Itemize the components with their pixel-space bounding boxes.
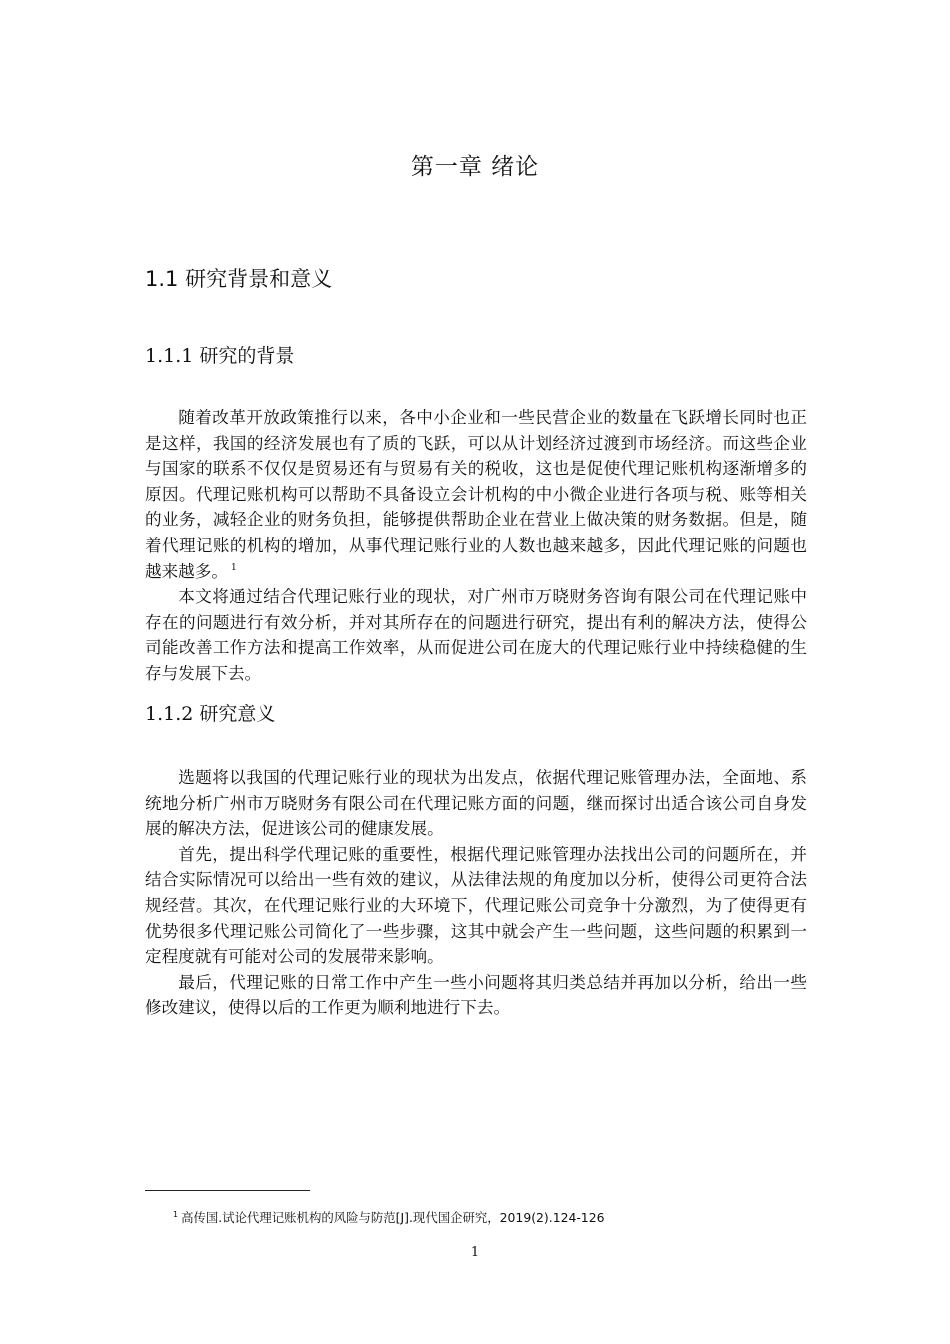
subsection-heading-1-1-2 — [145, 700, 275, 728]
subsection-title: 研究的背景 — [199, 345, 295, 367]
paragraph: 本文将通过结合代理记账行业的现状，对广州市万晓财务咨询有限公司在代理记账中存在的问题进行有效分析，并对其所存在的问题进行研究，提出有利的解决方法，使得公司能改善工作方法和提高工作效率，从而促进公司在庞大的代理记账行业中持续稳健的生存与发展下去。 — [145, 587, 807, 683]
significance-body — [145, 765, 807, 1021]
subsection-heading-1-1-1 — [145, 342, 294, 370]
page-number: 1 — [470, 1245, 480, 1260]
background-body — [145, 405, 807, 687]
paragraph: 选题将以我国的代理记账行业的现状为出发点，依据代理记账管理办法，全面地、系统地分析广州市万晓财务有限公司在代理记账方面的问题，继而探讨出适合该公司自身发展的解决方法，促进该公司的健康发展。 — [145, 768, 807, 839]
section-heading-1-1: 1.1 研究背景和意义 — [145, 267, 333, 291]
paragraph: 最后，代理记账的日常工作中产生一些小问题将其归类总结并再加以分析，给出一些修改建议，使得以后的工作更为顺利地进行下去。 — [145, 972, 807, 1018]
subsection-number: 1.1.2 — [145, 703, 194, 725]
footnote-reference: 1 — [230, 563, 237, 574]
subsection-number: 1.1.1 — [145, 345, 194, 367]
footnote — [173, 1208, 604, 1228]
footnote-mark: 1 — [173, 1209, 179, 1219]
footnote-separator — [145, 1190, 310, 1191]
paragraph-text: 随着改革开放政策推行以来，各中小企业和一些民营企业的数量在飞跃增长同时也正是这样，我国的经济发展也有了质的飞跃，可以从计划经济过渡到市场经济。而这些企业与国家的联系不仅仅是贸易还有与贸易有关的税收，这也是促使代理记账机构逐渐增多的原因。代理记账机构可以帮助不具备设立会计机构的中小微企业进行各项与税、账等相关的业务，减轻企业的财务负担，能够提供帮助企业在营业上做决策的财务数据。但是，随着代理记账的机构的增加，从事代理记账行业的人数也越来越多，因此代理记账的问题也越来越多。 — [145, 408, 807, 581]
paragraph — [145, 405, 807, 584]
paragraph: 首先，提出科学代理记账的重要性，根据代理记账管理办法找出公司的问题所在，并结合实际情况可以给出一些有效的建议，从法律法规的角度加以分析，使得公司更符合法规经营。其次，在代理记账行业的大环境下，代理记账公司竞争十分激烈，为了使得更有优势很多代理记账公司简化了一些步骤，这其中就会产生一些问题，这些问题的积累到一定程度就有可能对公司的发展带来影响。 — [145, 844, 807, 967]
chapter-title: 第一章 绪论 — [410, 154, 540, 180]
subsection-title: 研究意义 — [199, 703, 276, 725]
footnote-text: 高传国.试论代理记账机构的风险与防范[J].现代国企研究，2019(2).124-126 — [181, 1210, 605, 1225]
